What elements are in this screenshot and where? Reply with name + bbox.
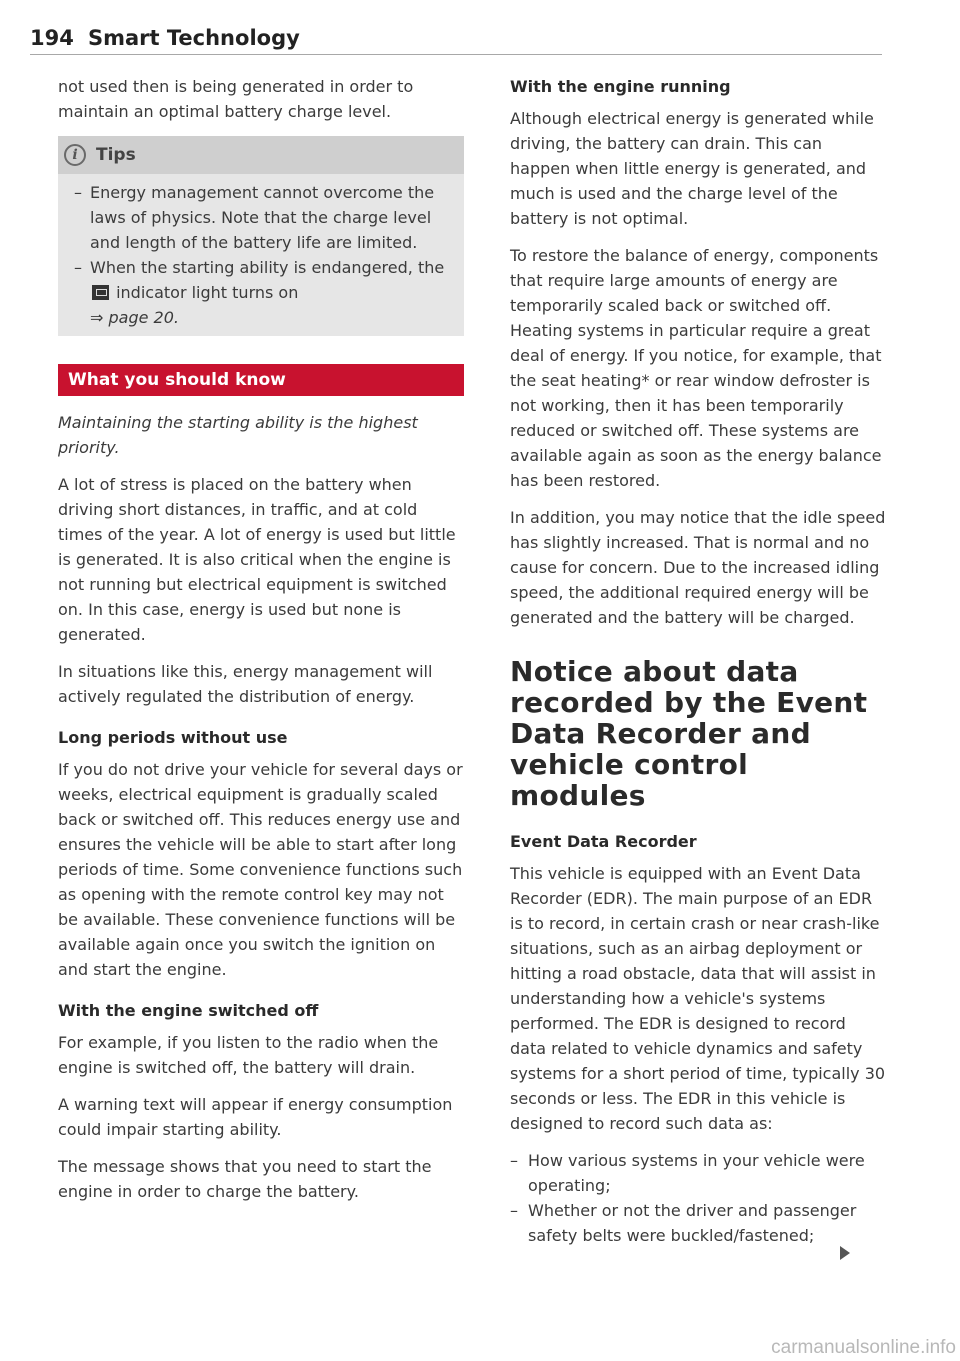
tips-item: – When the starting ability is endangered, the indicator light turns on ⇒ page 20. xyxy=(74,258,445,327)
subheading: Event Data Recorder xyxy=(510,832,697,851)
paragraph: Although electrical energy is generated while driving, the battery can drain. This can happen when little energy is generated, and much is used and the charge level of the battery is not optimal. xyxy=(510,109,874,228)
intro-text: Maintaining the starting ability is the highest priority. xyxy=(58,413,418,457)
page-header xyxy=(30,24,882,55)
tips-item: – Energy management cannot overcome the laws of physics. Note that the charge level and length of the battery life are limited. xyxy=(74,183,435,252)
list-item: – How various systems in your vehicle were operating; xyxy=(510,1151,865,1195)
tips-body xyxy=(58,174,464,336)
paragraph: A lot of stress is placed on the battery when driving short distances, in traffic, and at cold times of the year. A lot of energy is used but little is generated. It is also critical when the engine is not running but electrical equipment is switched on. In this case, energy is used but none is generated. xyxy=(58,475,456,644)
section-banner: What you should know xyxy=(58,364,464,396)
paragraph: To restore the balance of energy, components that require large amounts of energy are temporarily scaled back or switched off. Heating systems in particular require a great deal of energy. If you notice, for example, that the seat heating* or rear window defroster is not working, then it has been temporarily reduced or switched off. These systems are available again as soon as the energy balance has been restored. xyxy=(510,246,882,490)
subheading: With the engine running xyxy=(510,77,731,96)
paragraph: In addition, you may notice that the idle speed has slightly increased. That is normal and no cause for concern. Due to the increased idling speed, the additional required energy will be generated and the battery will be charged. xyxy=(510,508,886,627)
list-item-text: Whether or not the driver and passenger safety belts were buckled/fastened; xyxy=(528,1201,857,1245)
paragraph: This vehicle is equipped with an Event Data Recorder (EDR). The main purpose of an EDR is to record, in certain crash or near crash-like situations, such as an airbag deployment or hitting a road obstacle, data that will assist in understanding how a vehicle's systems performed. The EDR is designed to record data related to vehicle dynamics and safety systems for a short period of time, typically 30 seconds or less. The EDR in this vehicle is designed to record such data as: xyxy=(510,864,886,1133)
tips-item-text: Energy management cannot overcome the laws of physics. Note that the charge level and length of the battery life are limited. xyxy=(90,183,435,252)
continue-arrow-icon xyxy=(840,1246,850,1260)
page-reference-link[interactable]: ⇒ page 20. xyxy=(90,308,179,327)
paragraph: For example, if you listen to the radio when the engine is switched off, the battery will drain. xyxy=(58,1033,439,1077)
left-column xyxy=(58,74,464,1216)
battery-indicator-icon xyxy=(92,285,109,300)
paragraph: If you do not drive your vehicle for several days or weeks, electrical equipment is gradually scaled back or switched off. This reduces energy use and ensures the vehicle will be able to start after long periods of time. Some convenience functions such as opening with the remote control key may not be available. These convenience functions will be available again once you switch the ignition on and start the engine. xyxy=(58,760,463,979)
section-title: Smart Technology xyxy=(88,26,300,50)
tips-box xyxy=(58,136,464,336)
list-item-text: How various systems in your vehicle were operating; xyxy=(528,1151,865,1195)
tips-title: Tips xyxy=(96,145,136,165)
chapter-heading: Notice about data recorded by the Event Data Recorder and vehicle control modules xyxy=(510,655,868,812)
list-item: – Whether or not the driver and passenger safety belts were buckled/fastened; xyxy=(510,1201,857,1245)
subheading: With the engine switched off xyxy=(58,1001,319,1020)
paragraph: The message shows that you need to start the engine in order to charge the battery. xyxy=(58,1157,432,1201)
right-column xyxy=(510,74,886,1248)
paragraph: A warning text will appear if energy consumption could impair starting ability. xyxy=(58,1095,453,1139)
tips-item-text: indicator light turns on xyxy=(116,283,299,302)
page-number: 194 xyxy=(30,26,74,50)
subheading: Long periods without use xyxy=(58,728,288,747)
tips-item-text: When the starting ability is endangered, the xyxy=(90,258,445,277)
watermark: carmanualsonline.info xyxy=(771,1337,956,1358)
tips-header xyxy=(58,136,464,174)
info-icon: i xyxy=(64,144,86,166)
paragraph: not used then is being generated in order to maintain an optimal battery charge level. xyxy=(58,77,414,121)
paragraph: In situations like this, energy management will actively regulated the distribution of energy. xyxy=(58,662,433,706)
